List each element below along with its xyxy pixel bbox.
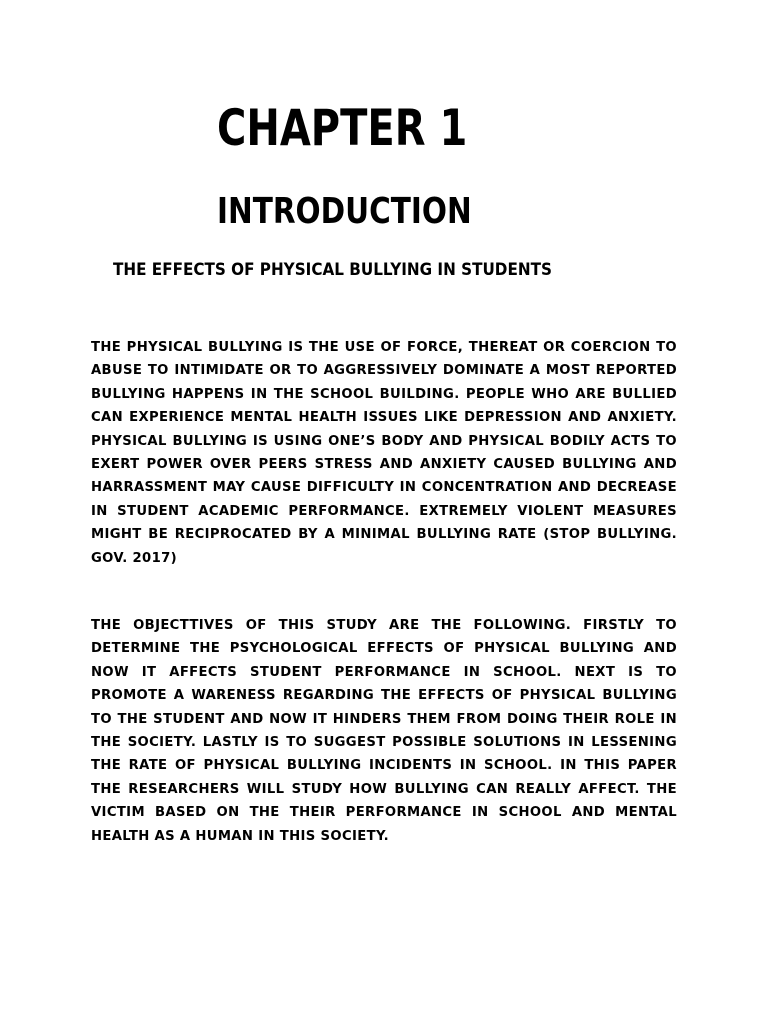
- document-subtitle: THE EFFECTS OF PHYSICAL BULLYING IN STUDENTS: [113, 260, 552, 280]
- chapter-title: CHAPTER 1: [217, 99, 468, 157]
- paragraph-objectives: THE OBJECTTIVES OF THIS STUDY ARE THE FOLLOWING. FIRSTLY TO DETERMINE THE PSYCHOLOGICAL EFFECTS OF PHYSICAL BULLYING AND NOW IT AFFECTS STUDENT PERFORMANCE IN SCHOOL. NEXT IS TO PROMOTE A WARENESS REGARDING THE EFFECTS OF PHYSICAL BULLYING TO THE STUDENT AND NOW IT HINDERS THEM FROM DOING THEIR ROLE IN THE SOCIETY. LASTLY IS TO SUGGEST POSSIBLE SOLUTIONS IN LESSENING THE RATE OF PHYSICAL BULLYING INCIDENTS IN SCHOOL. IN THIS PAPER THE RESEARCHERS WILL STUDY HOW BULLYING CAN REALLY AFFECT. THE VICTIM BASED ON THE THEIR PERFORMANCE IN SCHOOL AND MENTAL HEALTH AS A HUMAN IN THIS SOCIETY.: [91, 618, 677, 844]
- paragraph-definition: THE PHYSICAL BULLYING IS THE USE OF FORCE, THEREAT OR COERCION TO ABUSE TO INTIMIDATE OR TO AGGRESSIVELY DOMINATE A MOST REPORTED BULLYING HAPPENS IN THE SCHOOL BUILDING. PEOPLE WHO ARE BULLIED CAN EXPERIENCE MENTAL HEALTH ISSUES LIKE DEPRESSION AND ANXIETY. PHYSICAL BULLYING IS USING ONE’S BODY AND PHYSICAL BODILY ACTS TO EXERT POWER OVER PEERS STRESS AND ANXIETY CAUSED BULLYING AND HARRASSMENT MAY CAUSE DIFFICULTY IN CONCENTRATION AND DECREASE IN STUDENT ACADEMIC PERFORMANCE. EXTREMELY VIOLENT MEASURES MIGHT BE RECIPROCATED BY A MINIMAL BULLYING RATE (STOP BULLYING. GOV. 2017): [91, 340, 677, 566]
- section-title: INTRODUCTION: [217, 191, 472, 232]
